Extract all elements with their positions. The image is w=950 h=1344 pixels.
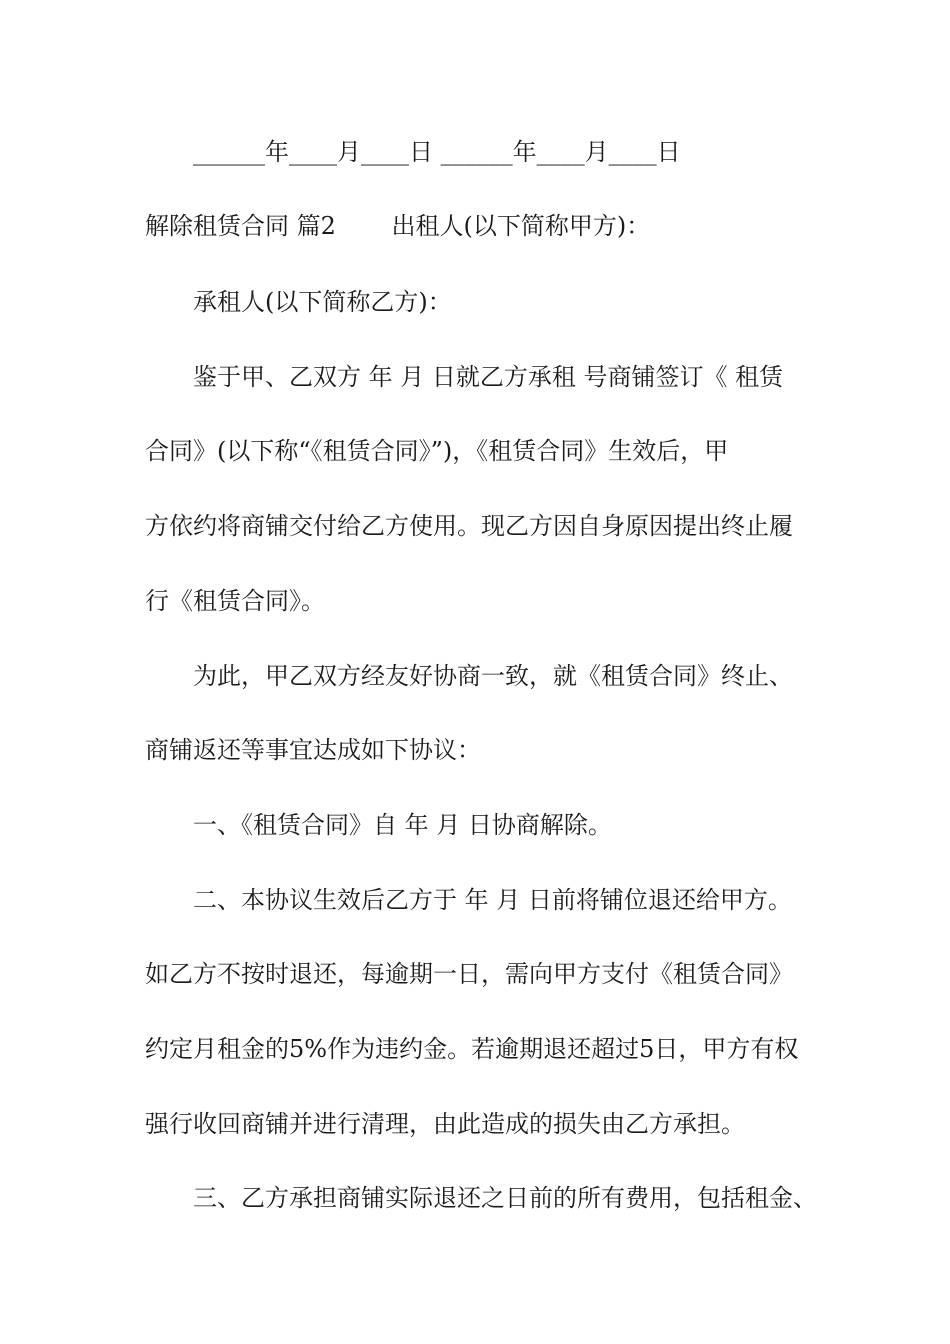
paragraph-line: 如乙方不按时退还，每逾期一日，需向甲方支付《租赁合同》 [145,960,793,988]
lessee-line: 承租人(以下简称乙方)： [193,288,452,316]
paragraph-line: 商铺返还等事宜达成如下协议： [145,736,481,764]
section-heading-line: 解除租赁合同 篇2 出租人(以下简称甲方)： [145,212,651,240]
clause-two-line: 二、本协议生效后乙方于 年 月 日前将铺位退还给甲方。 [193,886,792,914]
paragraph-line: 强行收回商铺并进行清理，由此造成的损失由乙方承担。 [145,1110,745,1138]
paragraph-line: 方依约将商铺交付给乙方使用。现乙方因自身原因提出终止履 [145,512,793,540]
signature-date-line: ______年____月____日 ______年____月____日 [193,138,681,166]
paragraph-line: 约定月租金的5%作为违约金。若逾期退还超过5日，甲方有权 [145,1035,799,1063]
paragraph-line: 为此，甲乙双方经友好协商一致，就《租赁合同》终止、 [193,662,793,690]
clause-one-line: 一、《租赁合同》自 年 月 日协商解除。 [193,811,612,839]
paragraph-line: 行《租赁合同》。 [145,587,325,615]
paragraph-line: 鉴于甲、乙双方 年 月 日就乙方承租 号商铺签订《 租赁 [193,363,784,391]
clause-three-line: 三、乙方承担商铺实际退还之日前的所有费用，包括租金、 [193,1184,817,1212]
paragraph-line: 合同》(以下称“《租赁合同》”)，《租赁合同》生效后，甲 [145,437,729,465]
